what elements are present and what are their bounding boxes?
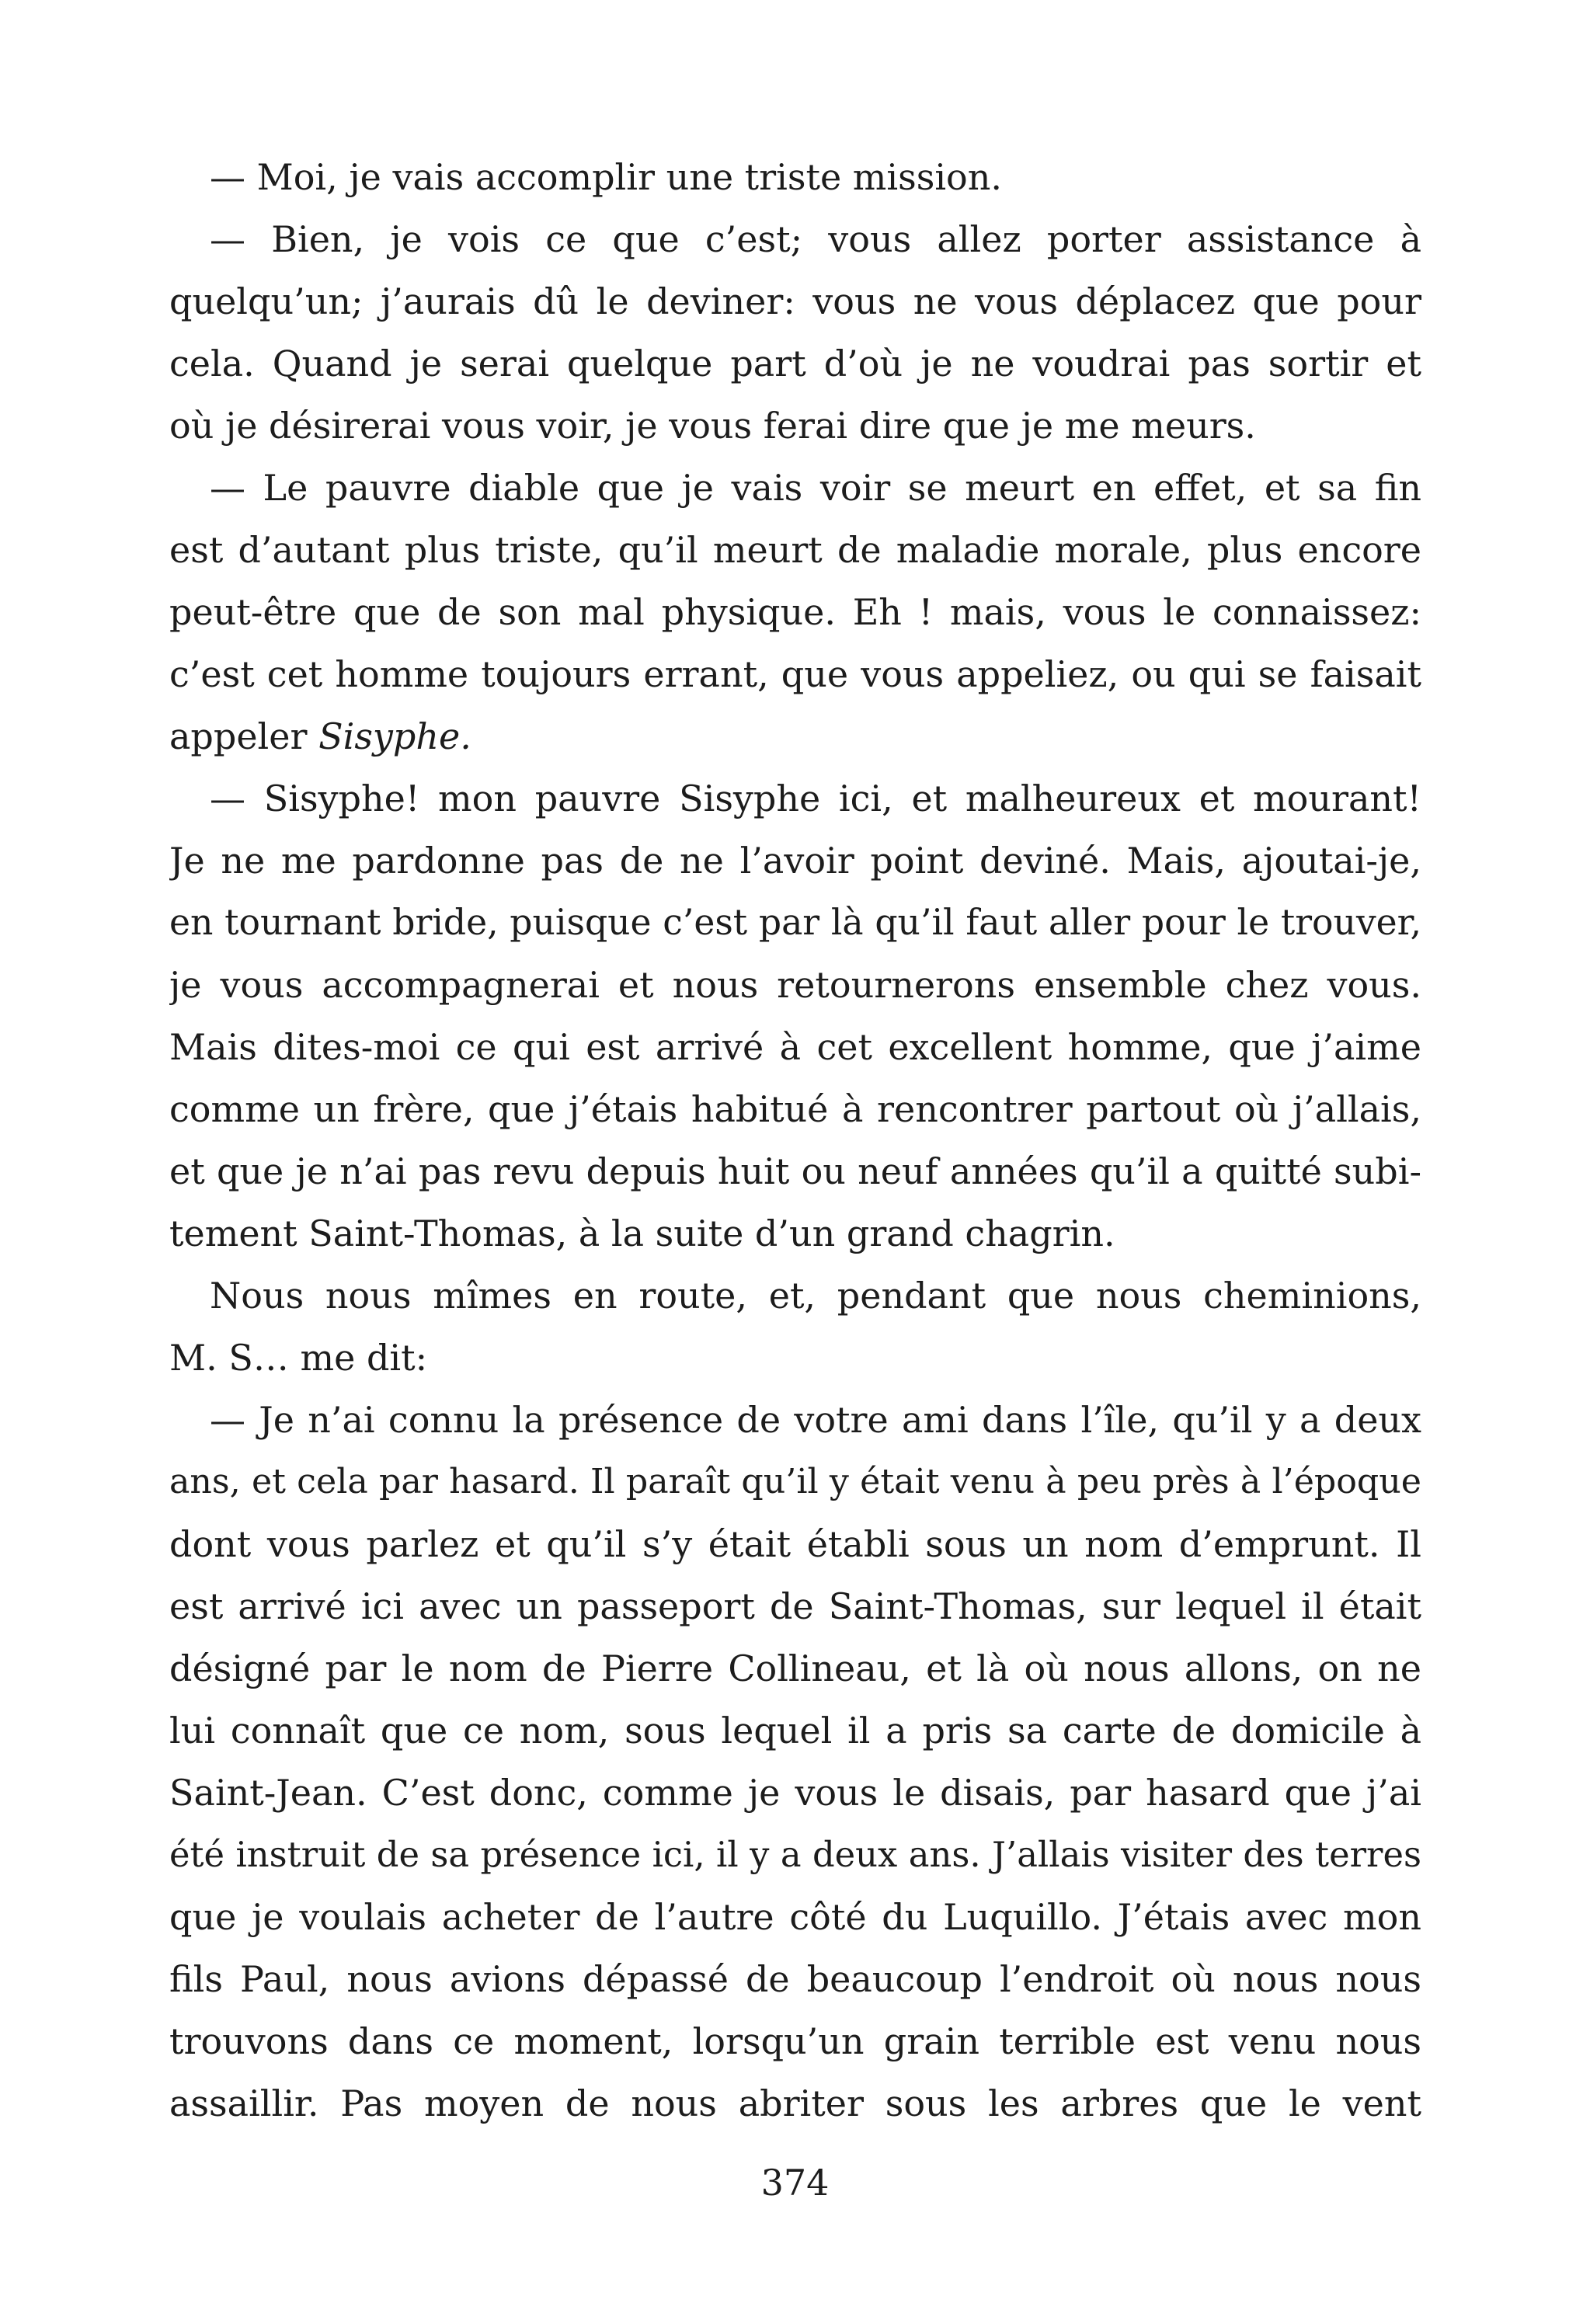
- text-line: où je désirerai vous voir, je vous ferai dire que je me meurs.: [169, 405, 1256, 447]
- text-line: désigné par le nom de Pierre Collineau, et là où nous allons, on ne: [169, 1647, 1421, 1689]
- text-line: peut-être que de son mal physique. Eh ! mais, vous le connaissez:: [169, 591, 1421, 633]
- text-line: — Le pauvre diable que je vais voir se meurt en effet, et sa fin: [210, 467, 1421, 509]
- text-line: — Moi, je vais accomplir une triste mission.: [210, 156, 1002, 198]
- text-line: quelqu’un; j’aurais dû le deviner: vous ne vous déplacez que pour: [169, 280, 1421, 322]
- text-line: que je voulais acheter de l’autre côté du Luquillo. J’étais avec mon: [169, 1896, 1421, 1938]
- body-text: [169, 146, 1421, 2134]
- text-line: Mais dites-moi ce qui est arrivé à cet excellent homme, que j’aime: [169, 1026, 1421, 1068]
- text-line: — Bien, je vois ce que c’est; vous allez porter assistance à: [210, 218, 1421, 260]
- text-line: M. S… me dit:: [169, 1337, 428, 1379]
- text-line: assaillir. Pas moyen de nous abriter sous les arbres que le vent: [169, 2082, 1421, 2124]
- text-line: en tournant bride, puisque c’est par là qu’il faut aller pour le trouver,: [169, 902, 1421, 943]
- text-line: tement Saint-Thomas, à la suite d’un grand chagrin.: [169, 1212, 1115, 1254]
- text-line-with-italic: [169, 705, 1421, 767]
- text-line: — Je n’ai connu la présence de votre ami dans l’île, qu’il y a deux: [210, 1399, 1421, 1441]
- text-line: fils Paul, nous avions dépassé de beaucoup l’endroit où nous nous: [169, 1958, 1421, 2000]
- text-line: Je ne me pardonne pas de ne l’avoir point deviné. Mais, ajoutai-je,: [169, 840, 1421, 882]
- text-line: dont vous parlez et qu’il s’y était établi sous un nom d’emprunt. Il: [169, 1523, 1421, 1565]
- text-line: trouvons dans ce moment, lorsqu’un grain terrible est venu nous: [169, 2020, 1421, 2062]
- text-line: été instruit de sa présence ici, il y a deux ans. J’allais visiter des terres: [169, 1834, 1421, 1875]
- text-line: c’est cet homme toujours errant, que vous appeliez, ou qui se faisait: [169, 653, 1421, 695]
- text-line: lui connaît que ce nom, sous lequel il a pris sa carte de domicile à: [169, 1710, 1421, 1752]
- text-line: — Sisyphe! mon pauvre Sisyphe ici, et malheureux et mourant!: [210, 778, 1421, 819]
- text-line: Saint-Jean. C’est donc, comme je vous le disais, par hasard que j’ai: [169, 1772, 1421, 1814]
- text-line: Nous nous mîmes en route, et, pendant que nous cheminions,: [210, 1275, 1421, 1317]
- page-number: 374: [760, 2162, 830, 2204]
- italic-word: Sisyphe.: [318, 715, 471, 757]
- text-line: cela. Quand je serai quelque part d’où je ne voudrai pas sortir et: [169, 343, 1421, 384]
- text-line: et que je n’ai pas revu depuis huit ou neuf années qu’il a quitté subi-: [169, 1150, 1421, 1192]
- text-line: ans, et cela par hasard. Il paraît qu’il y était venu à peu près à l’époque: [169, 1462, 1421, 1501]
- text-line: je vous accompagnerai et nous retournerons ensemble chez vous.: [169, 964, 1421, 1006]
- text-line: est d’autant plus triste, qu’il meurt de maladie morale, plus encore: [169, 529, 1421, 571]
- text-line: comme un frère, que j’étais habitué à rencontrer partout où j’allais,: [169, 1088, 1421, 1130]
- text-line: est arrivé ici avec un passeport de Saint-Thomas, sur lequel il était: [169, 1585, 1421, 1627]
- text-fragment: appeler: [169, 715, 308, 757]
